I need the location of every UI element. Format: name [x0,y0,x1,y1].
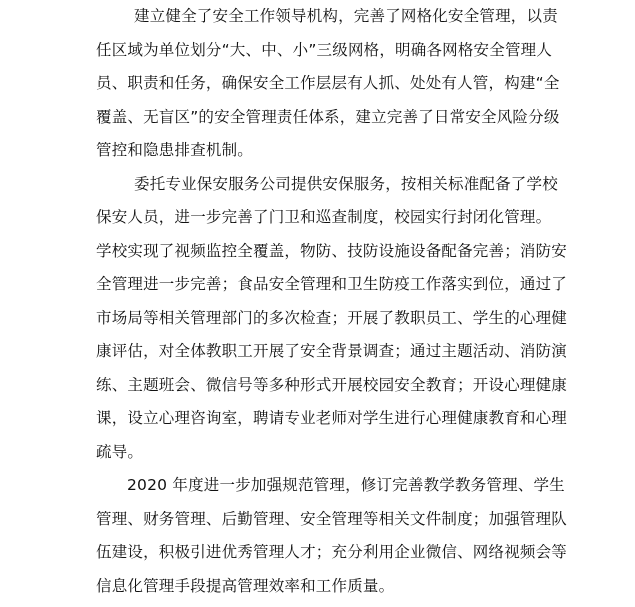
text-line: 保安人员，进一步完善了门卫和巡查制度，校园实行封闭化管理。 [96,208,552,226]
text-line: 信息化管理手段提高管理效率和工作质量。 [96,576,395,595]
text-line: 市场局等相关管理部门的多次检查；开展了教职员工、学生的心理健 [96,308,568,327]
text-line: 委托专业保安服务公司提供安保服务，按相关标准配备了学校 [134,174,558,193]
text-line: 员、职责和任务，确保安全工作层层有人抓、处处有人管，构建“全 [96,74,560,92]
text-line: 建立健全了安全工作领导机构，完善了网格化安全管理，以责 [134,7,558,25]
text-line: 覆盖、无盲区”的安全管理责任体系，建立完善了日常安全风险分级 [96,107,560,126]
paragraph-safety-organization [96,0,560,168]
text-line: 任区域为单位划分“大、中、小”三级网格，明确各网格安全管理人 [96,40,553,59]
text-line: 课，设立心理咨询室，聘请专业老师对学生进行心理健康教育和心理 [96,409,568,427]
document-page [96,0,568,603]
text-line: 康评估，对全体教职工开展了安全背景调查；通过主题活动、消防演 [96,342,568,360]
paragraph-management-2020 [96,469,568,603]
text-line: 2020 年度进一步加强规范管理，修订完善教学教务管理、学生 [127,476,565,494]
text-line: 管控和隐患排查机制。 [96,141,254,159]
text-line: 疏导。 [96,442,144,461]
text-line: 全管理进一步完善；食品安全管理和卫生防疫工作落实到位，通过了 [96,275,568,293]
paragraph-security-services [96,168,568,470]
text-line: 伍建设，积极引进优秀管理人才；充分利用企业微信、网络视频会等 [96,543,568,561]
text-line: 管理、财务管理、后勤管理、安全管理等相关文件制度；加强管理队 [96,509,568,528]
text-line: 练、主题班会、微信号等多种形式开展校园安全教育；开设心理健康 [96,375,568,394]
text-line: 学校实现了视频监控全覆盖，物防、技防设施设备配备完善；消防安 [96,241,568,260]
